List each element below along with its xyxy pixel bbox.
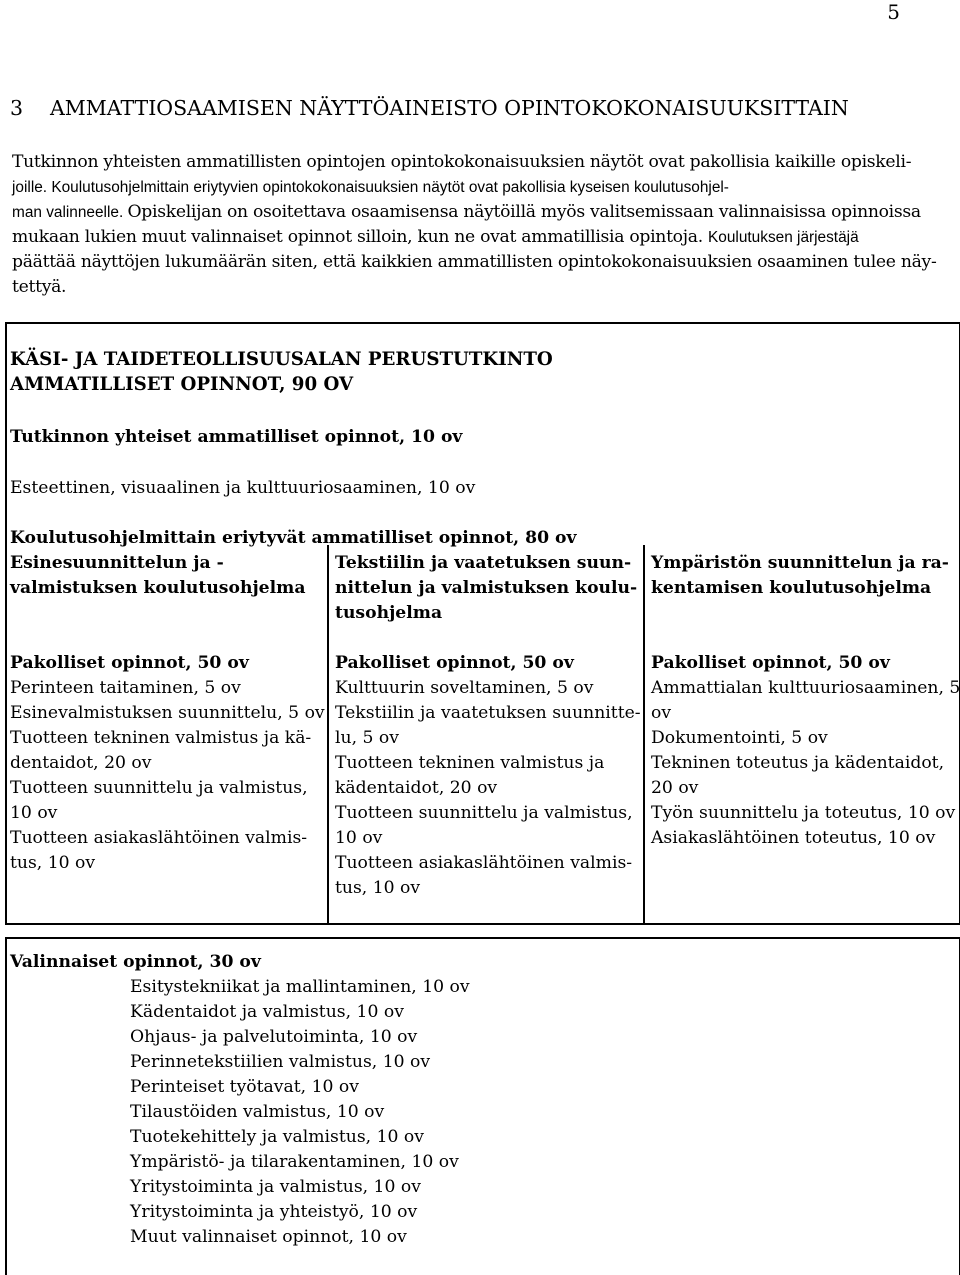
list-item: Tilaustöiden valmistus, 10 ov — [130, 1102, 385, 1122]
list-item: Ympäristö- ja tilarakentaminen, 10 ov — [130, 1152, 459, 1172]
program-items — [335, 676, 641, 901]
list-item: Perinteen taitaminen, 5 ov — [10, 678, 241, 698]
intro-line: päättää näyttöjen lukumäärän siten, että kaikkien ammatillisten opintokokonaisuuksien osaaminen tulee näy- — [12, 252, 937, 272]
list-item: Esinevalmistuksen suunnittelu, 5 ov — [10, 703, 325, 723]
intro-line: tettyä. — [12, 277, 67, 297]
program-items — [651, 676, 960, 851]
program-items — [10, 676, 325, 876]
intro-line: Tutkinnon yhteisten ammatillisten opintojen opintokokonaisuuksien näytöt ovat pakollisia kaikille opiskeli- — [12, 152, 912, 172]
list-item: Yritystoiminta ja yhteistyö, 10 ov — [130, 1202, 418, 1222]
list-item: Työn suunnittelu ja toteutus, 10 ov — [651, 803, 956, 823]
intro-line: mukaan lukien muut valinnaiset opinnot silloin, kun ne ovat ammatillisia opintoja. Koulutuksen järjestäjä — [12, 227, 859, 247]
list-item: Tuotteen asiakaslähtöinen valmis- — [335, 853, 633, 873]
list-item: Tuotteen asiakaslähtöinen valmis- — [10, 828, 308, 848]
intro-paragraph — [12, 150, 952, 300]
list-item: 10 ov — [335, 828, 383, 848]
list-item: kädentaidot, 20 ov — [335, 778, 498, 798]
list-item: Asiakaslähtöinen toteutus, 10 ov — [651, 828, 936, 848]
list-item: Yritystoiminta ja valmistus, 10 ov — [130, 1177, 421, 1197]
list-item: Perinnetekstiilien valmistus, 10 ov — [130, 1052, 431, 1072]
table-title-line1: KÄSI- JA TAIDETEOLLISUUSALAN PERUSTUTKINTO — [10, 349, 553, 370]
list-item: Tekstiilin ja vaatetuksen suunnitte- — [335, 703, 641, 723]
mandatory-heading: Pakolliset opinnot, 50 ov — [335, 653, 574, 673]
mandatory-heading: Pakolliset opinnot, 50 ov — [10, 653, 249, 673]
list-item: tus, 10 ov — [10, 853, 96, 873]
common-studies-item: Esteettinen, visuaalinen ja kulttuuriosaaminen, 10 ov — [10, 478, 476, 498]
elective-heading: Valinnaiset opinnot, 30 ov — [10, 952, 261, 972]
list-item: Tekninen toteutus ja kädentaidot, — [651, 753, 945, 773]
section-heading — [10, 96, 849, 120]
list-item: Tuotteen tekninen valmistus ja — [335, 753, 605, 773]
list-item: Tuotteen suunnittelu ja valmistus, — [10, 778, 308, 798]
program-title: Esinesuunnittelun ja - valmistuksen koulutusohjelma — [10, 553, 306, 598]
list-item: Esitystekniikat ja mallintaminen, 10 ov — [130, 977, 470, 997]
list-item: Ohjaus- ja palvelutoiminta, 10 ov — [130, 1027, 418, 1047]
list-item: Muut valinnaiset opinnot, 10 ov — [130, 1227, 407, 1247]
list-item: dentaidot, 20 ov — [10, 753, 152, 773]
list-item: 20 ov — [651, 778, 699, 798]
mandatory-heading: Pakolliset opinnot, 50 ov — [651, 653, 890, 673]
list-item: Tuotekehittely ja valmistus, 10 ov — [130, 1127, 424, 1147]
list-item: tus, 10 ov — [335, 878, 421, 898]
intro-line: man valinneelle. Opiskelijan on osoitettava osaamisensa näytöillä myös valitsemissaan valinnaisissa opinnoissa — [12, 202, 921, 222]
list-item: Kulttuurin soveltaminen, 5 ov — [335, 678, 594, 698]
table-title-line2: AMMATILLISET OPINNOT, 90 OV — [10, 374, 354, 395]
list-item: Perinteiset työtavat, 10 ov — [130, 1077, 359, 1097]
section-number: 3 — [10, 96, 24, 120]
program-title: Tekstiilin ja vaatetuksen suun- nittelun ja valmistuksen koulu- tusohjelma — [335, 553, 638, 623]
programs-heading: Koulutusohjelmittain eriytyvät ammatilliset opinnot, 80 ov — [10, 528, 577, 548]
program-title: Ympäristön suunnittelun ja ra- kentamisen koulutusohjelma — [651, 553, 949, 598]
list-item: Kädentaidot ja valmistus, 10 ov — [130, 1002, 404, 1022]
list-item: Tuotteen tekninen valmistus ja kä- — [10, 728, 312, 748]
page-number: 5 — [887, 0, 900, 24]
list-item: Ammattialan kulttuuriosaaminen, 5 — [651, 678, 960, 698]
elective-items — [130, 975, 470, 1250]
section-title: AMMATTIOSAAMISEN NÄYTTÖAINEISTO OPINTOKOKONAISUUKSITTAIN — [50, 96, 849, 120]
list-item: Tuotteen suunnittelu ja valmistus, — [335, 803, 633, 823]
list-item: Dokumentointi, 5 ov — [651, 728, 828, 748]
list-item: ov — [651, 703, 672, 723]
intro-line: joille. Koulutusohjelmittain eriytyvien opintokokonaisuuksien näytöt ovat pakollisia kyseisen koulutusohjel- — [12, 179, 729, 196]
common-studies-heading: Tutkinnon yhteiset ammatilliset opinnot, 10 ov — [10, 427, 463, 447]
list-item: 10 ov — [10, 803, 58, 823]
list-item: lu, 5 ov — [335, 728, 399, 748]
